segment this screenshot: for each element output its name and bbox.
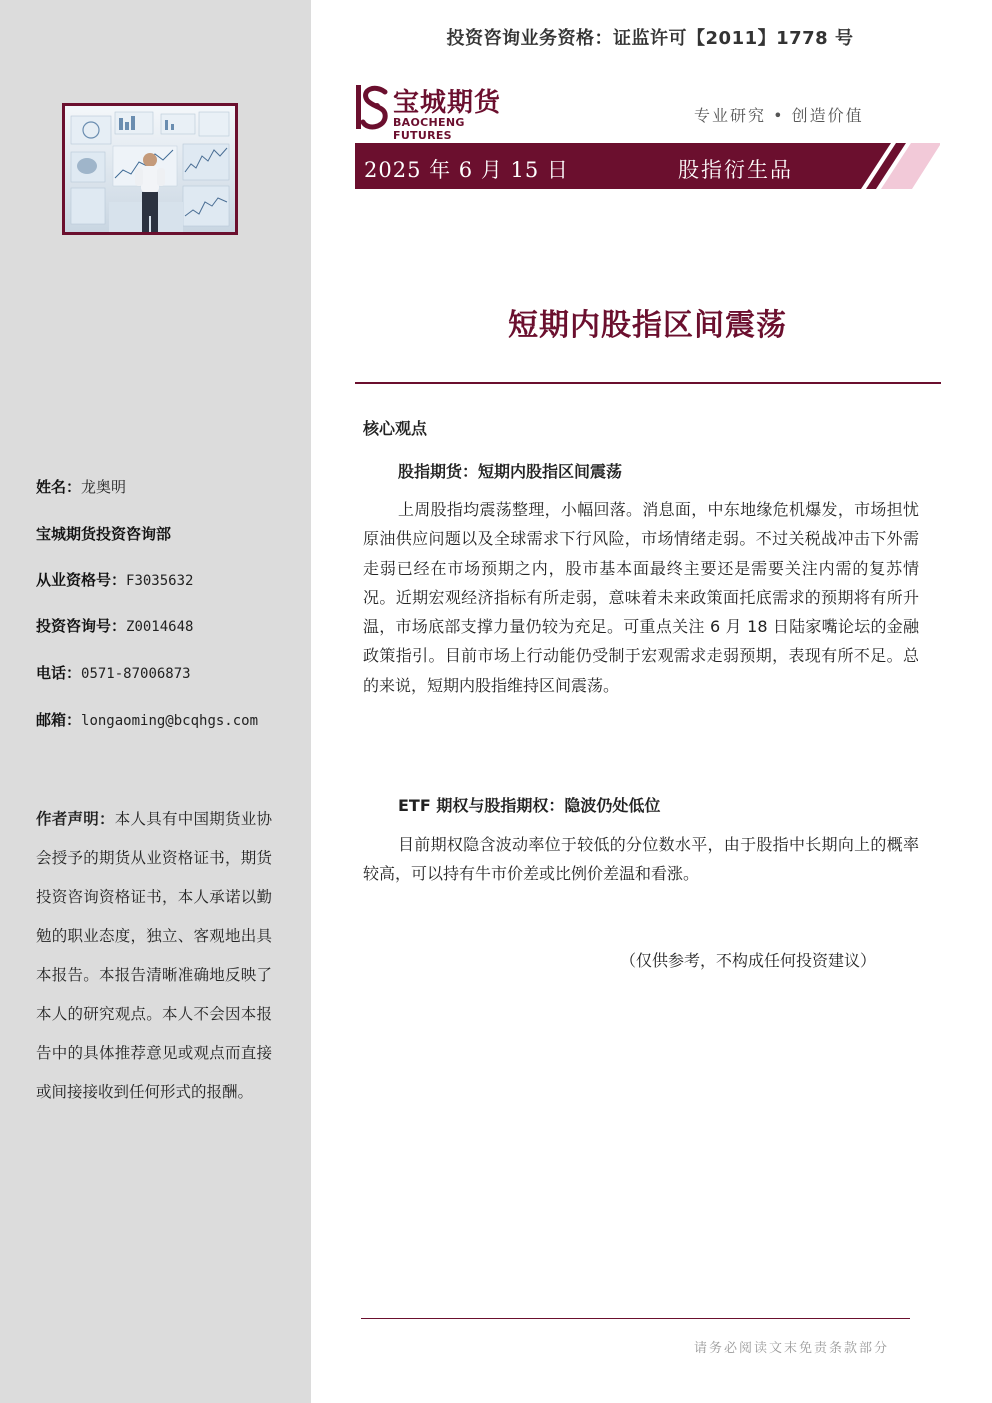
name-label: 姓名： [36, 478, 82, 496]
advisory-label: 投资咨询号： [36, 617, 127, 635]
license-label: 从业资格号： [36, 571, 127, 589]
logo-chinese: 宝城期货 [393, 88, 502, 118]
section-heading-futures: 股指期货：短期内股指区间震荡 [398, 462, 623, 481]
report-title: 短期内股指区间震荡 [508, 308, 787, 343]
section-body-futures: 上周股指均震荡整理，小幅回落。消息面，中东地缘危机爆发，市场担忧原油供应问题以及全球需求下行风险，市场情绪走弱。不过关税战冲击下外需走弱已经在市场预期之内，股市基本面最终主要还是需要关注内需的复苏情况。近期宏观经济指标有所走弱，意味着未来政策面托底需求的预期将有所升温，市场底部支撑力量仍较为充足。可重点关注 6 月 18 日陆家嘴论坛的金融政策指引。目前市场上行动能仍受制于宏观需求走弱预期，表现有所不足。总的来说，短期内股指维持区间震荡。 [363, 500, 919, 695]
logo-s-mark [355, 84, 391, 130]
section-body-options: 目前期权隐含波动率位于较低的分位数水平，由于股指中长期向上的概率较高，可以持有牛市价差或比例价差温和看涨。 [363, 835, 919, 884]
name-value: 龙奥明 [81, 478, 127, 496]
phone-value: 0571-87006873 [81, 666, 191, 682]
email-value: longaoming@bcqhgs.com [81, 713, 259, 729]
company-logo [355, 84, 525, 142]
license-value: F3035632 [126, 573, 194, 589]
department-name: 宝城期货投资咨询部 [36, 525, 172, 543]
report-date: 2025 年 6 月 15 日 [364, 158, 569, 182]
phone-label: 电话： [36, 664, 82, 682]
license-number [36, 571, 193, 590]
reference-note: （仅供参考，不构成任何投资建议） [620, 951, 877, 970]
advisory-value: Z0014648 [126, 619, 194, 635]
slogan: 专业研究 • 创造价值 [694, 106, 864, 125]
report-category: 股指衍生品 [678, 158, 793, 182]
core-view-label: 核心观点 [363, 419, 428, 438]
logo-english: BAOCHENG FUTURES [393, 116, 465, 142]
author-name [36, 478, 126, 496]
title-divider [355, 382, 941, 384]
author-declaration [36, 800, 272, 1112]
section-heading-options: ETF 期权与股指期权：隐波仍处低位 [398, 796, 661, 815]
date-banner [355, 143, 940, 189]
sidebar [0, 0, 311, 1403]
email [36, 711, 258, 730]
footer-disclaimer: 请务必阅读文末免责条款部分 [694, 1341, 890, 1356]
qualification-line: 投资咨询业务资格：证监许可【2011】1778 号 [446, 28, 854, 49]
declaration-label: 作者声明： [36, 810, 115, 828]
phone [36, 664, 191, 683]
cover-photo [62, 103, 238, 235]
footer-divider [361, 1318, 910, 1319]
advisory-number [36, 617, 193, 636]
analyst-screen-image [65, 106, 235, 232]
email-label: 邮箱： [36, 711, 82, 729]
declaration-text: 本人具有中国期货业协会授予的期货从业资格证书，期货投资咨询资格证书，本人承诺以勤勉的职业态度，独立、客观地出具本报告。本报告清晰准确地反映了本人的研究观点。本人不会因本报告中的具体推荐意见或观点而直接或间接接收到任何形式的报酬。 [36, 810, 272, 1101]
department [36, 525, 171, 543]
